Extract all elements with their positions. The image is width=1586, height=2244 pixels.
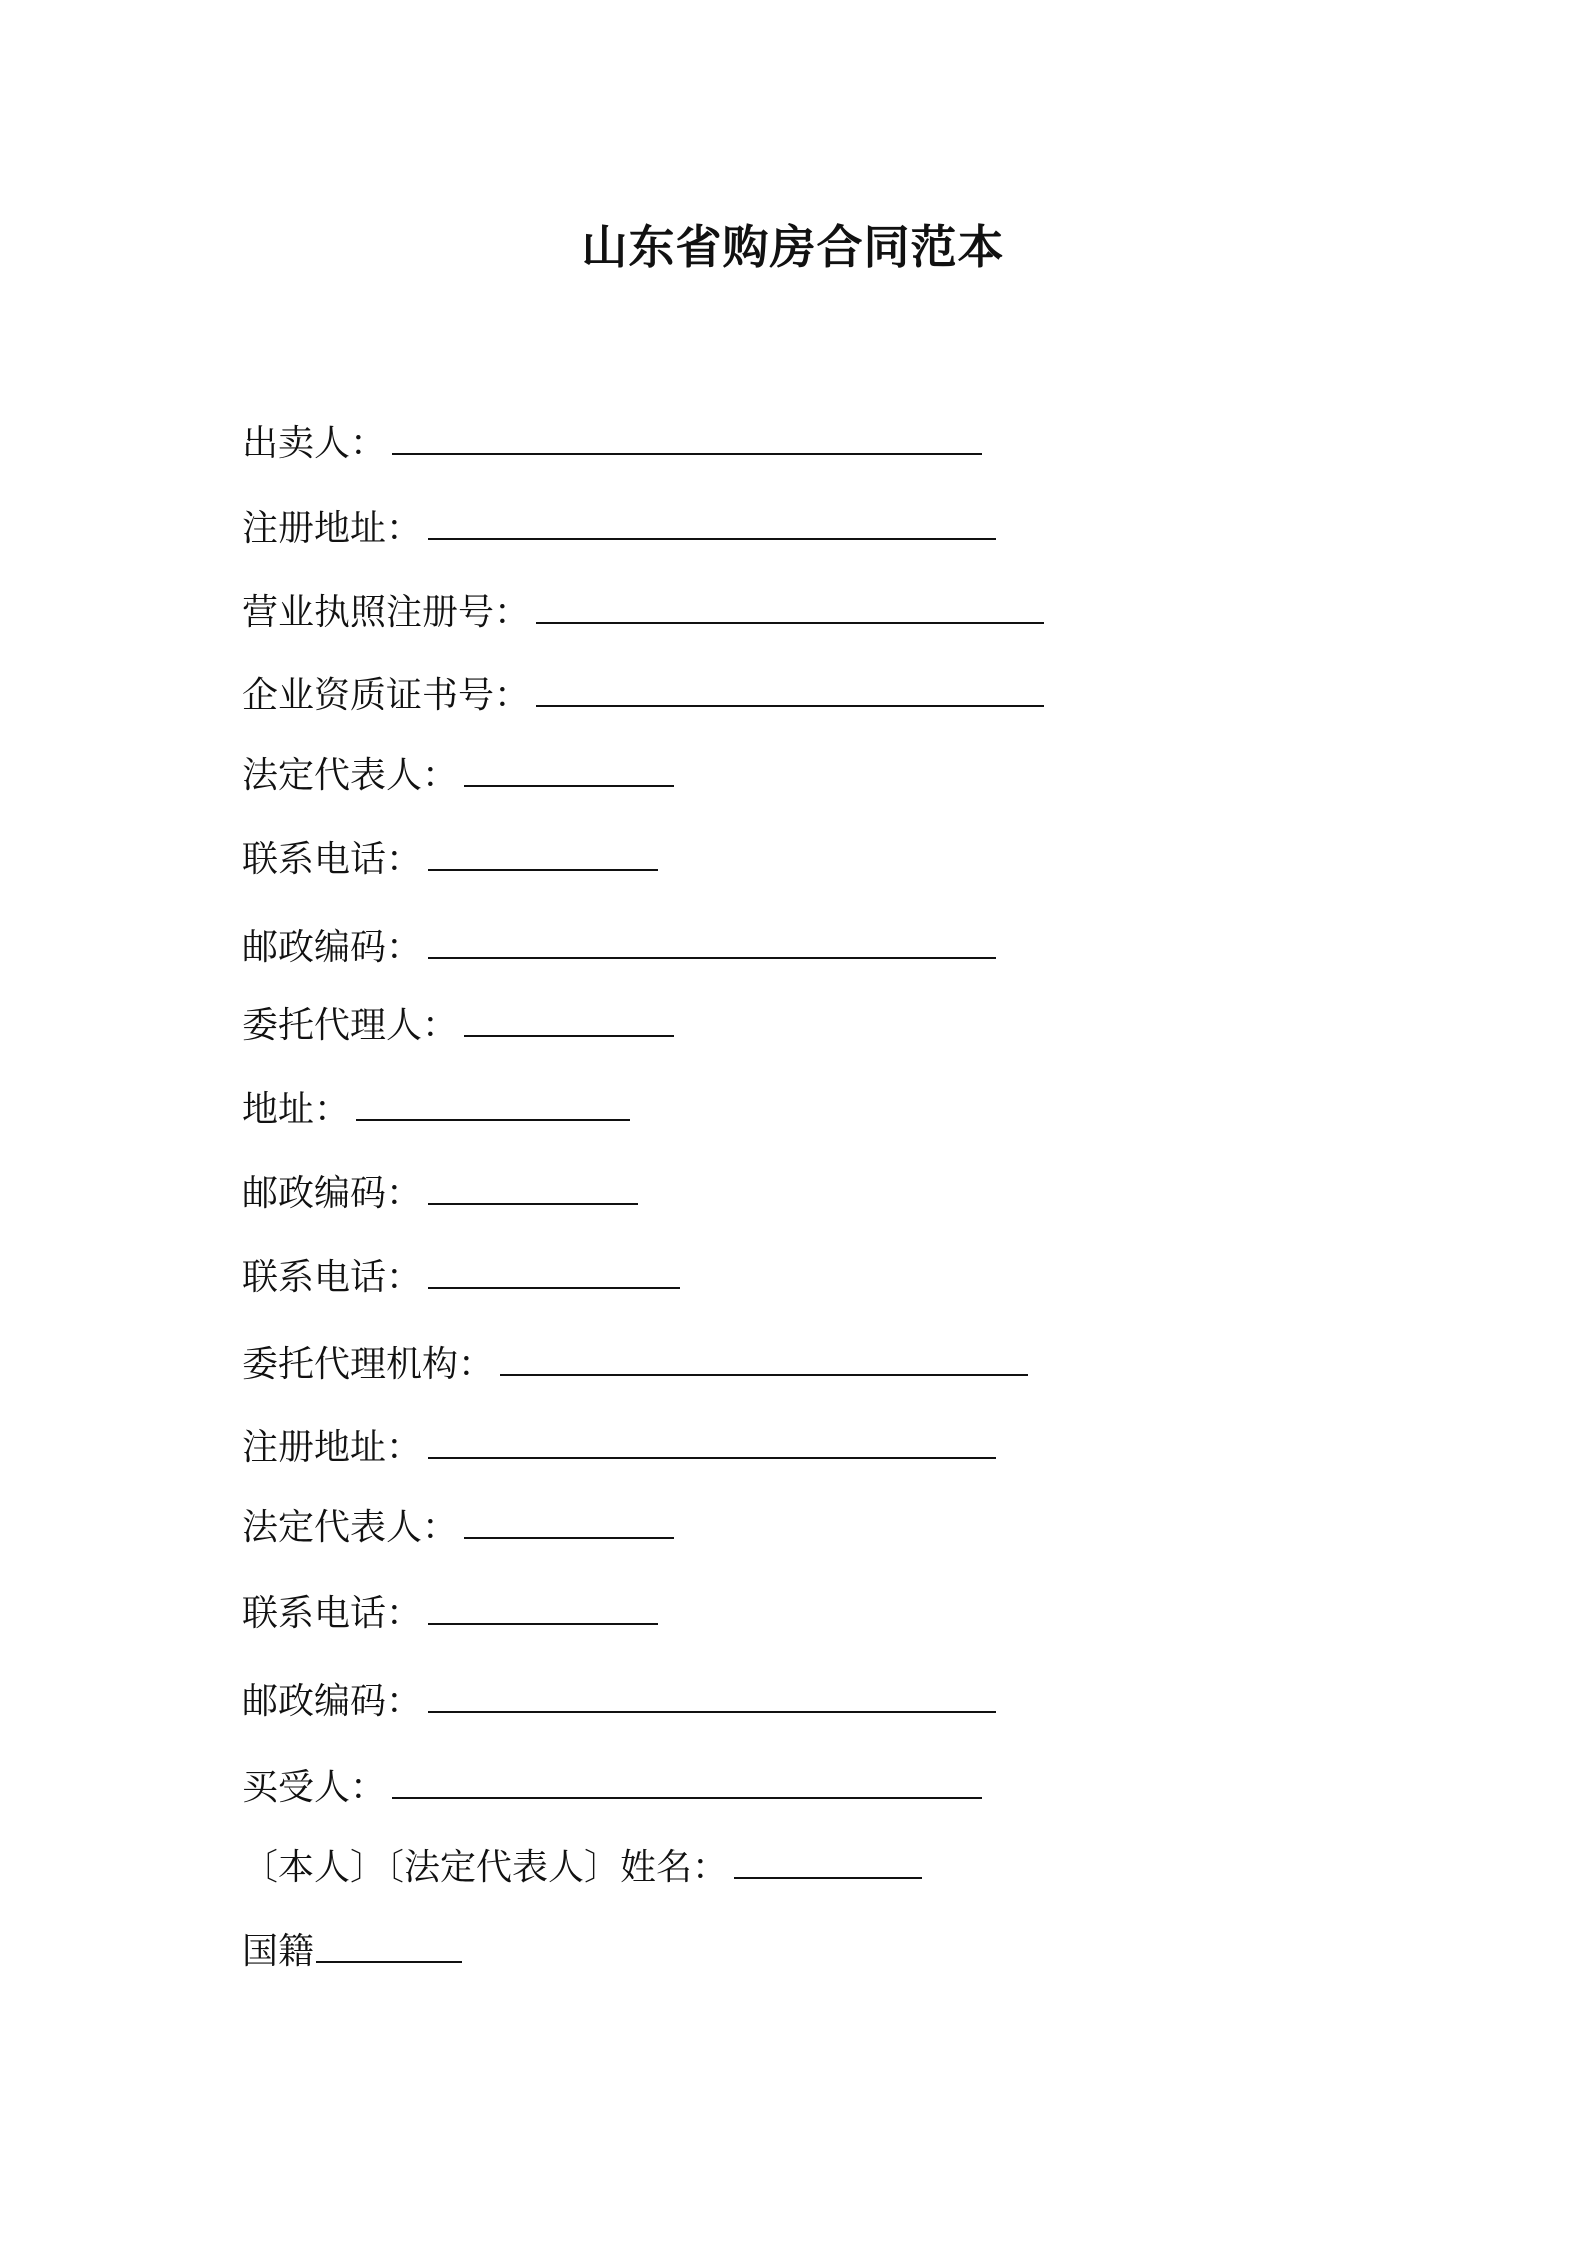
fill-blank[interactable] <box>428 956 996 959</box>
field-label: 地址： <box>242 1089 351 1130</box>
field-phone <box>242 1588 658 1640</box>
field-label: 法定代表人： <box>242 755 459 796</box>
field-label: 买受人： <box>242 1767 387 1808</box>
fill-blank[interactable] <box>464 1034 674 1037</box>
field-postal-code <box>242 1168 638 1220</box>
fill-blank[interactable] <box>536 621 1044 624</box>
field-buyer <box>242 1762 982 1814</box>
fill-blank[interactable] <box>428 1456 996 1459</box>
fill-blank[interactable] <box>428 1622 658 1625</box>
field-buyer-name <box>242 1842 922 1894</box>
field-entrusted-agent <box>242 1000 674 1052</box>
field-label: 联系电话： <box>242 1593 423 1634</box>
field-qualification-certificate-number <box>242 670 1044 722</box>
fill-blank[interactable] <box>734 1876 922 1879</box>
field-legal-representative <box>242 1502 674 1554</box>
field-registered-address <box>242 503 996 555</box>
fill-blank[interactable] <box>356 1118 630 1121</box>
field-seller <box>242 418 982 470</box>
fill-blank[interactable] <box>316 1960 462 1963</box>
field-legal-representative <box>242 750 674 802</box>
fill-blank[interactable] <box>428 1286 680 1289</box>
field-label: 国籍 <box>242 1931 315 1972</box>
field-label: 联系电话： <box>242 839 423 880</box>
field-label: 注册地址： <box>242 508 423 549</box>
field-phone <box>242 1252 680 1304</box>
field-registered-address <box>242 1422 996 1474</box>
field-label: 法定代表人： <box>242 1507 459 1548</box>
field-label: 联系电话： <box>242 1257 423 1298</box>
fill-blank[interactable] <box>428 1202 638 1205</box>
field-label: 委托代理机构： <box>242 1344 495 1385</box>
fill-blank[interactable] <box>464 784 674 787</box>
field-label: 邮政编码： <box>242 927 423 968</box>
field-label: 邮政编码： <box>242 1681 423 1722</box>
field-phone <box>242 834 658 886</box>
field-entrusted-agency <box>242 1339 1028 1391</box>
fill-blank[interactable] <box>500 1373 1028 1376</box>
fill-blank[interactable] <box>464 1536 674 1539</box>
field-postal-code <box>242 922 996 974</box>
field-address <box>242 1084 630 1136</box>
fill-blank[interactable] <box>536 704 1044 707</box>
document-title: 山东省购房合同范本 <box>581 220 1005 274</box>
field-label: 邮政编码： <box>242 1173 423 1214</box>
field-label: 委托代理人： <box>242 1005 459 1046</box>
field-label: 企业资质证书号： <box>242 675 531 716</box>
field-postal-code <box>242 1676 996 1728</box>
fill-blank[interactable] <box>428 537 996 540</box>
fill-blank[interactable] <box>392 452 982 455</box>
field-business-license-number <box>242 587 1044 639</box>
field-label: 出卖人： <box>242 423 387 464</box>
field-label: 〔本人〕〔法定代表人〕姓名： <box>242 1847 729 1888</box>
fill-blank[interactable] <box>428 868 658 871</box>
field-label: 注册地址： <box>242 1427 423 1468</box>
fill-blank[interactable] <box>392 1796 982 1799</box>
fill-blank[interactable] <box>428 1710 996 1713</box>
field-label: 营业执照注册号： <box>242 592 531 633</box>
field-nationality <box>242 1926 462 1978</box>
